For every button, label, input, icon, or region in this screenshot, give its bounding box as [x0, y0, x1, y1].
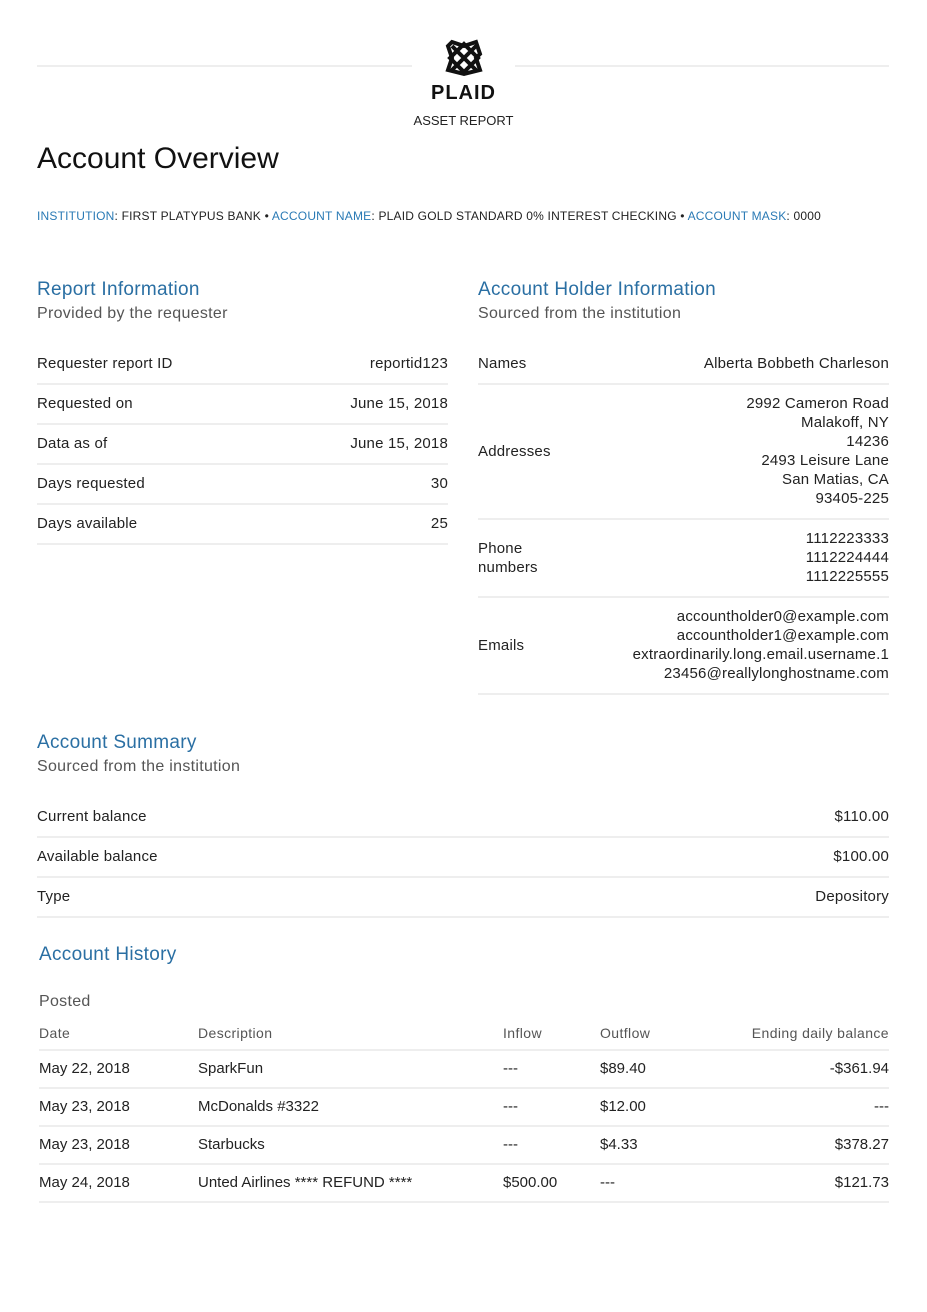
cell-description: Starbucks	[198, 1136, 265, 1153]
address-line: Malakoff, NY	[801, 414, 889, 431]
address-line: 93405-225	[815, 490, 889, 507]
section-desc: Provided by the requester	[37, 305, 228, 322]
phone-number: 1112224444	[805, 549, 889, 566]
table-row	[39, 1089, 889, 1127]
kv-label: Current balance	[37, 808, 147, 825]
cell-balance: $378.27	[834, 1136, 889, 1153]
kv-row	[37, 798, 889, 838]
section-desc: Sourced from the institution	[478, 305, 682, 322]
column-header-description: Description	[198, 1025, 273, 1041]
table-row	[39, 1165, 889, 1203]
phones-row	[478, 520, 889, 598]
kv-label: Days requested	[37, 475, 145, 492]
emails-list	[633, 607, 889, 683]
account-history-section	[39, 944, 889, 1203]
kv-row	[37, 878, 889, 918]
kv-value: June 15, 2018	[350, 435, 448, 452]
account-mask-value: 0000	[793, 209, 821, 223]
cell-outflow: $4.33	[600, 1136, 638, 1153]
kv-label: Addresses	[478, 442, 551, 460]
page-title: Account Overview	[37, 142, 279, 175]
section-title: Report Information	[37, 279, 200, 300]
separator: •	[264, 209, 269, 223]
account-name-value: PLAID GOLD STANDARD 0% INTEREST CHECKING	[378, 209, 677, 223]
cell-inflow: ---	[503, 1136, 518, 1153]
addresses-row	[478, 385, 889, 520]
transactions-table	[39, 1017, 889, 1203]
kv-value: reportid123	[369, 355, 448, 372]
email: accountholder1@example.com	[676, 627, 889, 644]
plaid-logo-icon	[444, 38, 484, 78]
institution-value: FIRST PLATYPUS BANK	[121, 209, 262, 223]
table-row	[39, 1051, 889, 1089]
account-meta: INSTITUTION: FIRST PLATYPUS BANK • ACCOUNT NAME: PLAID GOLD STANDARD 0% INTEREST CHECKING • ACCOUNT MASK: 0000	[37, 209, 821, 223]
kv-label: Requester report ID	[37, 355, 173, 372]
section-title: Account History	[39, 944, 177, 965]
kv-value: $110.00	[834, 808, 889, 825]
kv-label: Data as of	[37, 435, 108, 452]
cell-description: Unted Airlines **** REFUND ****	[198, 1174, 413, 1191]
kv-label: Names	[478, 355, 527, 372]
cell-date: May 23, 2018	[39, 1098, 130, 1115]
report-information-section	[37, 279, 448, 545]
kv-value: Alberta Bobbeth Charleson	[703, 355, 889, 372]
separator: •	[680, 209, 685, 223]
kv-label: Type	[37, 888, 71, 905]
email: extraordinarily.long.email.username.1	[632, 646, 889, 663]
posted-label: Posted	[39, 993, 91, 1010]
section-title: Account Summary	[37, 732, 197, 753]
cell-description: SparkFun	[198, 1060, 264, 1077]
kv-label: Requested on	[37, 395, 133, 412]
account-name-label: ACCOUNT NAME	[271, 209, 372, 223]
column-header-balance: Ending daily balance	[751, 1025, 889, 1041]
phones-list	[806, 529, 889, 586]
addresses-list	[746, 394, 889, 508]
phone-number: 1112225555	[805, 568, 889, 585]
column-header-inflow: Inflow	[503, 1025, 542, 1041]
cell-inflow: $500.00	[503, 1174, 558, 1191]
names-row	[478, 345, 889, 385]
kv-row	[37, 838, 889, 878]
kv-row	[37, 465, 448, 505]
account-holder-section	[478, 279, 889, 695]
kv-value: $100.00	[833, 848, 889, 865]
email: 23456@reallylonghostname.com	[663, 665, 889, 682]
kv-row	[37, 345, 448, 385]
kv-row	[37, 505, 448, 545]
kv-label: Days available	[37, 515, 138, 532]
account-mask-label: ACCOUNT MASK	[687, 209, 787, 223]
cell-balance: $121.73	[834, 1174, 889, 1191]
plaid-logo	[0, 38, 927, 128]
cell-inflow: ---	[503, 1098, 518, 1115]
address-line: 2992 Cameron Road	[746, 395, 889, 412]
kv-value: Depository	[815, 888, 889, 905]
kv-row	[37, 385, 448, 425]
kv-label: Emails	[478, 636, 525, 654]
cell-outflow: ---	[600, 1174, 615, 1191]
cell-date: May 22, 2018	[39, 1060, 130, 1077]
account-summary-section	[37, 732, 889, 918]
cell-outflow: $89.40	[600, 1060, 646, 1077]
kv-value: 25	[430, 515, 448, 532]
institution-label: INSTITUTION	[37, 209, 115, 223]
cell-description: McDonalds #3322	[198, 1098, 319, 1115]
table-row	[39, 1127, 889, 1165]
address-line: 14236	[846, 433, 889, 450]
column-header-outflow: Outflow	[600, 1025, 651, 1041]
kv-label: Phone numbers	[478, 539, 538, 576]
column-header-date: Date	[39, 1025, 71, 1041]
report-type: ASSET REPORT	[413, 113, 514, 128]
section-title: Account Holder Information	[478, 279, 717, 300]
address-line: San Matias, CA	[781, 471, 889, 488]
section-desc: Sourced from the institution	[37, 758, 241, 775]
phone-number: 1112223333	[805, 530, 889, 547]
address-line: 2493 Leisure Lane	[761, 452, 889, 469]
cell-date: May 23, 2018	[39, 1136, 130, 1153]
kv-row	[37, 425, 448, 465]
cell-balance: ---	[874, 1098, 889, 1115]
kv-value: June 15, 2018	[350, 395, 448, 412]
kv-value: 30	[430, 475, 448, 492]
cell-date: May 24, 2018	[39, 1174, 130, 1191]
emails-row	[478, 598, 889, 695]
kv-label: Available balance	[37, 848, 158, 865]
brand-name: PLAID	[431, 82, 496, 104]
cell-inflow: ---	[503, 1060, 518, 1077]
cell-balance: -$361.94	[829, 1060, 889, 1077]
email: accountholder0@example.com	[676, 608, 889, 625]
cell-outflow: $12.00	[600, 1098, 646, 1115]
table-header	[39, 1017, 889, 1051]
